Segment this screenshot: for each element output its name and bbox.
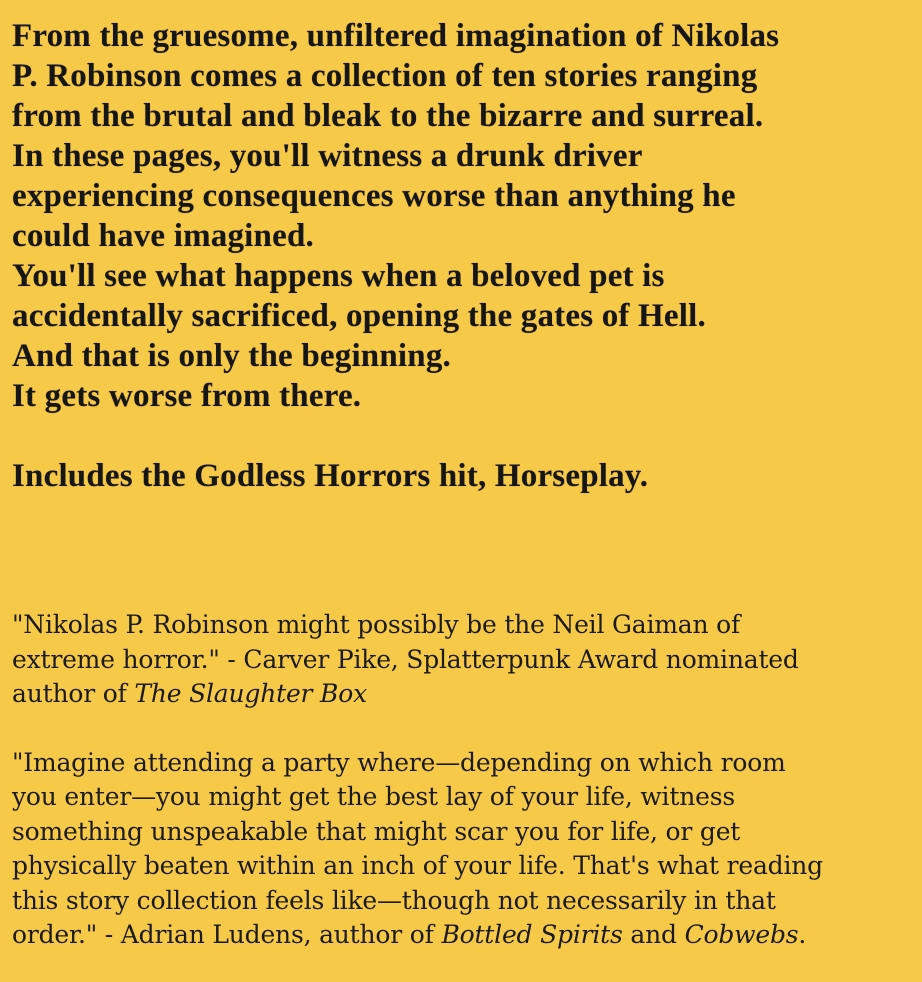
blurb-line: You'll see what happens when a beloved pet is [12,258,665,294]
book-title: Cobwebs [684,920,799,949]
blurb-line: could have imagined. [12,218,314,254]
blurb-line: experiencing consequences worse than anything he [12,178,736,214]
quote-line: extreme horror." - Carver Pike, Splatterpunk Award nominated [12,644,799,674]
quote-text: author of [12,679,135,708]
blurb-line: And that is only the beginning. [12,338,451,374]
blurb-line: From the gruesome, unfiltered imagination of Nikolas [12,18,780,54]
quote-line: "Imagine attending a party where—depending on which room [12,747,786,777]
quote-line: physically beaten within an inch of your life. That's what reading [12,851,823,880]
blurb-line: It gets worse from there. [12,378,362,414]
review-quote-adrian-ludens [12,746,916,953]
quote-line [12,918,916,953]
quote-line: "Nikolas P. Robinson might possibly be the Neil Gaiman of [12,610,741,639]
spacer [12,416,912,456]
review-quotes [12,608,916,953]
quote-line: you enter—you might get the best lay of your life, witness [12,782,735,811]
review-quote-carver-pike [12,608,916,712]
quote-line [12,677,916,712]
quote-text: . [798,920,807,949]
book-blurb [12,16,912,496]
spacer [12,712,916,746]
blurb-line: In these pages, you'll witness a drunk driver [12,138,643,174]
quote-line: something unspeakable that might scar you for life, or get [12,816,741,846]
blurb-tagline: Includes the Godless Horrors hit, Horseplay. [12,458,649,494]
book-title: The Slaughter Box [134,679,367,708]
quote-text: order." - Adrian Ludens, author of [12,920,442,949]
book-title: Bottled Spirits [441,920,623,949]
blurb-line: from the brutal and bleak to the bizarre and surreal. [12,98,764,134]
quote-text: and [622,920,685,949]
blurb-line: P. Robinson comes a collection of ten stories ranging [12,58,758,94]
quote-line: this story collection feels like—though not necessarily in that [12,885,776,915]
blurb-line: accidentally sacrificed, opening the gates of Hell. [12,298,706,334]
